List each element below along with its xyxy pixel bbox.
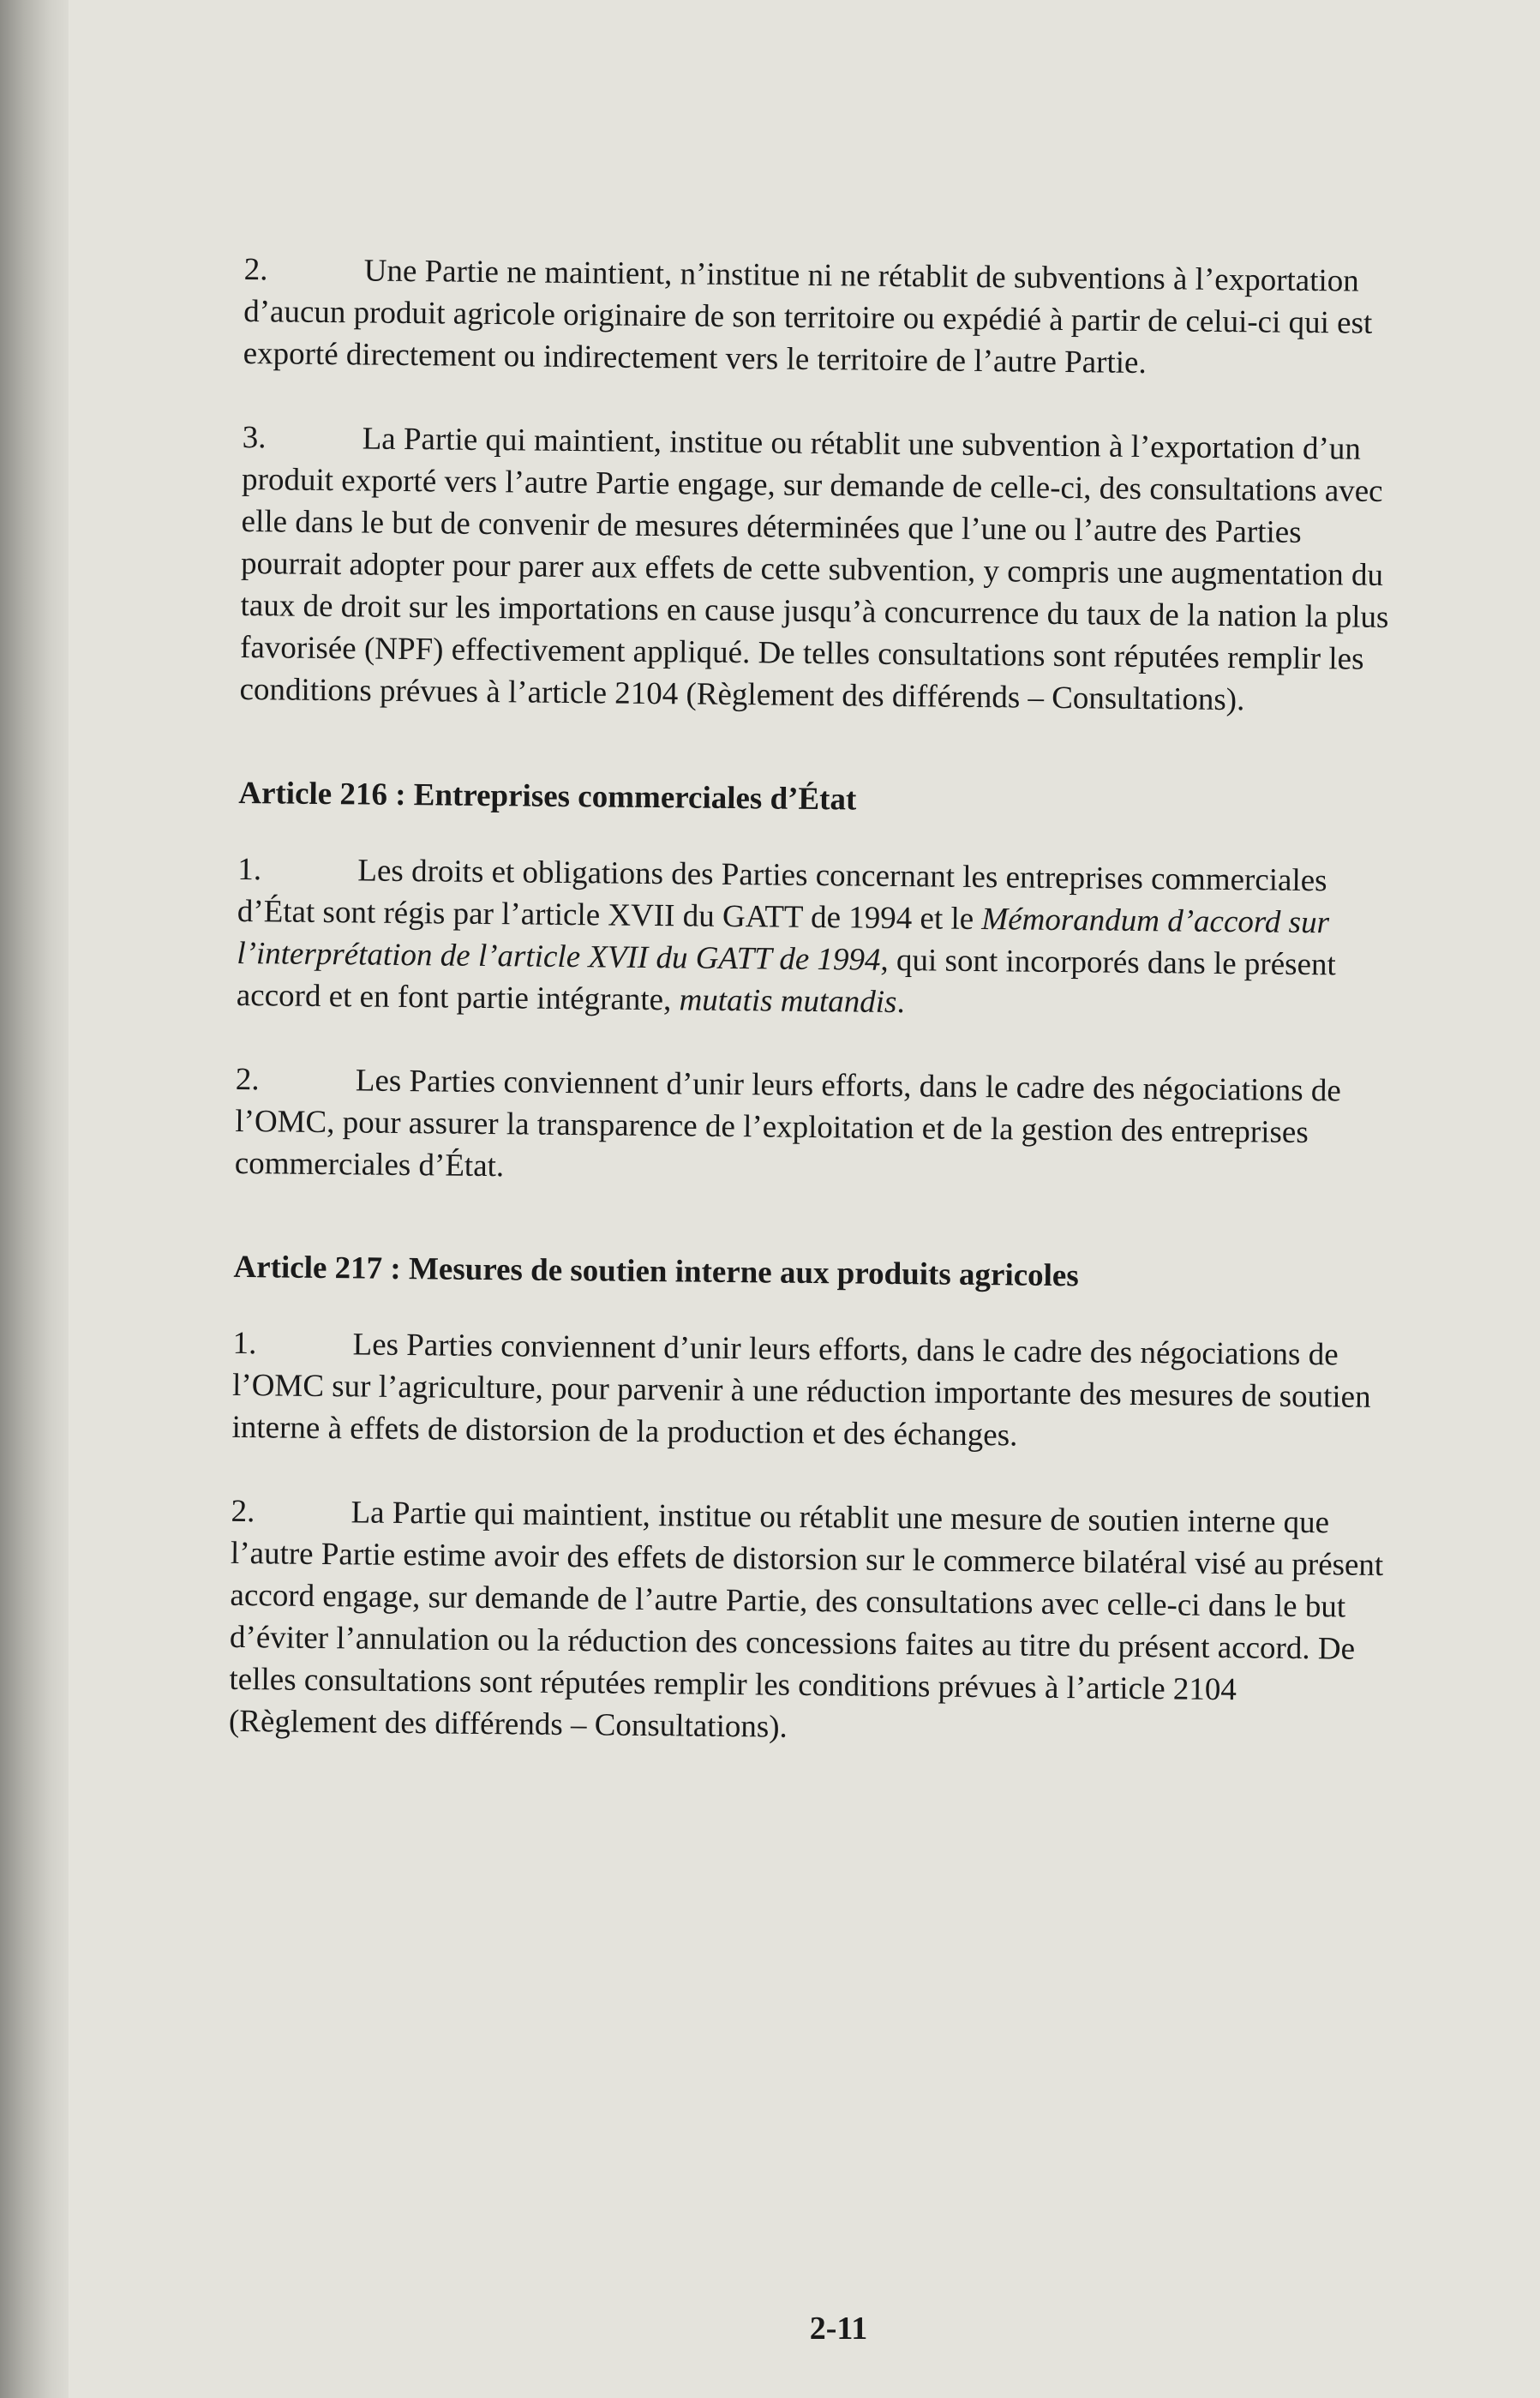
article-number: Article 216 <box>238 775 388 812</box>
article-title: Entreprises commerciales d’État <box>413 777 857 818</box>
document-body <box>228 249 1401 1796</box>
paragraph-text-part: , qui sont incorporés dans le présent accord et en font partie intégrante, <box>236 942 1336 1018</box>
paragraph-number: 1. <box>237 851 262 888</box>
paragraph <box>243 249 1400 387</box>
article-separator: : <box>390 1250 401 1286</box>
paragraph <box>235 1058 1393 1196</box>
paragraph-number: 1. <box>232 1325 257 1362</box>
paragraph-text: La Partie qui maintient, institue ou rétablit une subvention à l’exportation d’un produit exporté vers l’autre Partie engage, sur demande de celle-ci, des consultations avec elle dans le but de convenir de mesures déterminées que l’une ou l’autre des Parties pourrait adopter pour parer aux effets de cette subvention, y compris une augmentation du taux de droit sur les importations en cause jusqu’à concurrence du taux de la nation la plus favorisée (NPF) effectivement appliqué. De telles consultations sont réputées remplir les conditions prévues à l’article 2104 (Règlement des différends – Consultations). <box>239 421 1389 718</box>
paragraph-text: Les Parties conviennent d’unir leurs efforts, dans le cadre des négociations de l’OMC sur l’agriculture, pour parvenir à une réduction importante des mesures de soutien interne à effets de distorsion de la production et des échanges. <box>231 1327 1371 1454</box>
page-footer <box>0 2310 1540 2347</box>
paragraph-text <box>237 853 1336 1020</box>
paragraph-text: La Partie qui maintient, institue ou rétablit une mesure de soutien interne que l’autre Partie estime avoir des effets de distorsion sur le commerce bilatéral visé au présent accord engage, sur demande de l’autre Partie, des consultations avec celle-ci dans le but d’éviter l’annulation ou la réduction des concessions faites au titre du présent accord. De telles consultations sont réputées remplir les conditions prévues à l’article 2104 (Règlement des différends – Consultations). <box>228 1495 1384 1745</box>
paragraph-text-part: Les droits et obligations des Parties concernant les entreprises commerciales d’État sont régis par l’article XVII du GATT de 1994 et le <box>237 853 1327 938</box>
article-separator: : <box>394 776 406 813</box>
paragraph-text-part: . <box>896 985 905 1021</box>
article-title: Mesures de soutien interne aux produits agricoles <box>408 1251 1079 1294</box>
article-216-heading <box>238 772 1395 826</box>
book-spine-shadow <box>0 0 69 2398</box>
paragraph-number: 2. <box>235 1061 260 1098</box>
paragraph <box>239 417 1399 722</box>
paragraph-italic-latin: mutatis mutandis <box>679 982 897 1021</box>
paragraph-text: Les Parties conviennent d’unir leurs efforts, dans le cadre des négociations de l’OMC, pour assurer la transparence de l’exploitation et de la gestion des entreprises commerciales d’État. <box>234 1063 1342 1184</box>
paragraph <box>237 848 1395 1028</box>
paragraph-number: 2. <box>231 1493 255 1530</box>
paragraph <box>231 1322 1389 1460</box>
article-number: Article 217 <box>233 1249 383 1286</box>
paragraph-number: 3. <box>242 419 267 456</box>
paragraph-text: Une Partie ne maintient, n’institue ni ne rétablit de subventions à l’exportation d’aucun produit agricole originaire de son territoire ou expédié à partir de celui-ci qui est exporté directement ou indirectement vers le territoire de l’autre Partie. <box>243 253 1373 381</box>
paragraph <box>229 1490 1388 1754</box>
paragraph-italic-title: Mémorandum d’accord sur l’interprétation de l’article XVII du GATT de 1994 <box>237 902 1330 978</box>
paragraph-number: 2. <box>243 251 268 288</box>
article-217-heading <box>233 1246 1390 1300</box>
page-number: 2-11 <box>809 2311 868 2347</box>
